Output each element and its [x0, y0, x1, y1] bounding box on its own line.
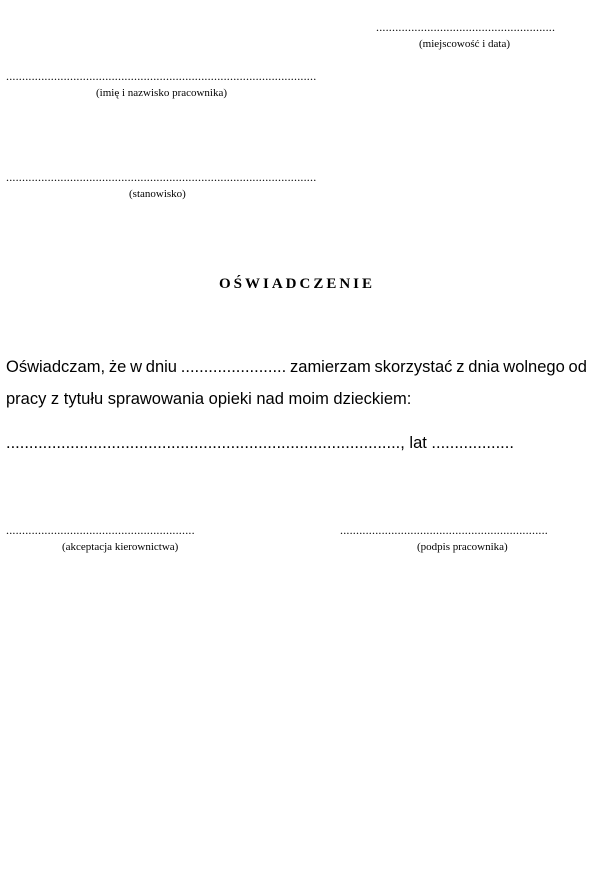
employee-signature-field[interactable]: .................................................................	[340, 523, 548, 537]
employee-signature-caption: (podpis pracownika)	[417, 541, 508, 553]
manager-signature-caption: (akceptacja kierownictwa)	[62, 541, 179, 553]
statement-word: dniu	[145, 358, 177, 376]
statement-word: Oświadczam,	[6, 358, 106, 376]
employee-name-caption: (imię i nazwisko pracownika)	[96, 87, 228, 99]
date-field[interactable]: .......................	[180, 358, 287, 376]
statement-word: zamierzam	[290, 358, 371, 376]
statement-word: że	[108, 358, 127, 376]
employee-name-field[interactable]: .................................................................................................	[6, 69, 317, 83]
statement-line-1	[6, 356, 587, 378]
manager-signature-field[interactable]: ...........................................................	[6, 523, 195, 537]
place-date-caption: (miejscowość i data)	[419, 38, 511, 50]
position-field[interactable]: .................................................................................................	[6, 170, 317, 184]
statement-word: wolnego	[503, 358, 565, 376]
statement-word: z	[456, 358, 465, 376]
place-date-field[interactable]: ........................................................	[376, 20, 556, 34]
child-name-age-field[interactable]: ......................................................................................, lat ..................	[6, 434, 514, 452]
statement-word: dnia	[468, 358, 500, 376]
statement-word: od	[568, 358, 587, 376]
statement-line-2: pracy z tytułu sprawowania opieki nad moim dzieckiem:	[6, 390, 412, 408]
position-caption: (stanowisko)	[129, 188, 186, 200]
document-title: OŚWIADCZENIE	[218, 276, 376, 292]
statement-word: skorzystać	[374, 358, 453, 376]
statement-word: w	[130, 358, 142, 376]
